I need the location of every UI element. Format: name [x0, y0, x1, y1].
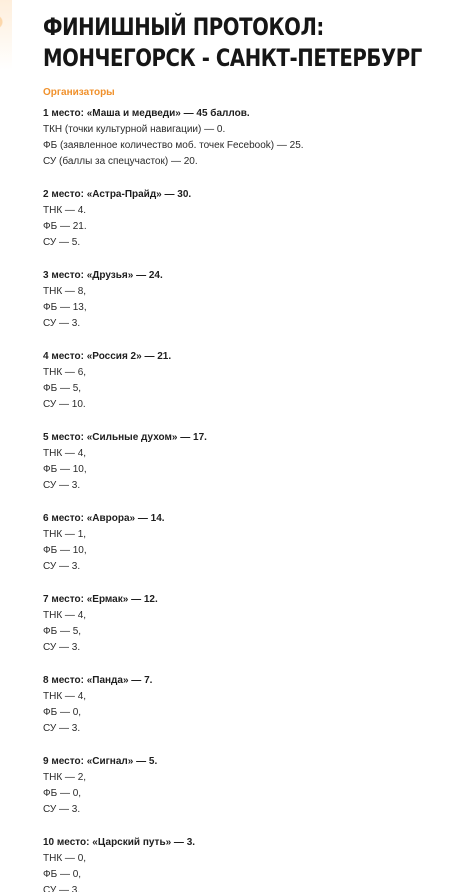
- result-item: [43, 268, 463, 332]
- result-line: ТНК — 6,: [43, 367, 87, 378]
- result-line: ФБ — 0,: [43, 788, 82, 799]
- result-line: ТНК — 2,: [43, 772, 87, 783]
- result-line: ТКН (точки культурной навигации) — 0.: [43, 124, 226, 135]
- result-line: ФБ — 5,: [43, 626, 82, 637]
- result-heading: 1 место: «Маша и медведи» — 45 баллов.: [43, 108, 250, 119]
- result-line: ТНК — 4.: [43, 205, 87, 216]
- result-item: [43, 187, 463, 251]
- result-line: ТНК — 1,: [43, 529, 87, 540]
- page-title: ФИНИШНЫЙ ПРОТОКОЛ: МОНЧЕГОРСК - САНКТ-ПЕТЕРБУРГ: [43, 13, 422, 72]
- result-item: [43, 430, 463, 494]
- result-line: СУ — 5.: [43, 237, 81, 248]
- result-line: СУ — 10.: [43, 399, 86, 410]
- result-line: ФБ (заявленное количество моб. точек Fecebook) — 25.: [43, 140, 304, 151]
- title-wrapper: [43, 12, 463, 76]
- result-line: ТНК — 0,: [43, 853, 87, 864]
- result-line: ФБ — 5,: [43, 383, 82, 394]
- result-heading: 8 место: «Панда» — 7.: [43, 675, 153, 686]
- result-line: СУ — 3.: [43, 885, 81, 892]
- result-line: ФБ — 13,: [43, 302, 87, 313]
- result-item: [43, 106, 463, 170]
- results-list: [43, 106, 463, 892]
- result-line: СУ — 3.: [43, 561, 81, 572]
- result-line: ФБ — 10,: [43, 464, 87, 475]
- result-line: СУ — 3.: [43, 804, 81, 815]
- result-line: ТНК — 8,: [43, 286, 87, 297]
- result-line: СУ — 3.: [43, 318, 81, 329]
- result-line: ТНК — 4,: [43, 448, 87, 459]
- result-line: СУ — 3.: [43, 480, 81, 491]
- result-heading: 9 место: «Сигнал» — 5.: [43, 756, 158, 767]
- result-heading: 3 место: «Друзья» — 24.: [43, 270, 163, 281]
- organizers-link[interactable]: Организаторы: [43, 87, 115, 98]
- article: [43, 12, 463, 892]
- result-heading: 7 место: «Ермак» — 12.: [43, 594, 158, 605]
- result-line: ТНК — 4,: [43, 691, 87, 702]
- result-line: ФБ — 0,: [43, 707, 82, 718]
- result-item: [43, 349, 463, 413]
- result-line: СУ (баллы за спецучасток) — 20.: [43, 156, 198, 167]
- result-line: СУ — 3.: [43, 723, 81, 734]
- result-item: [43, 673, 463, 737]
- result-item: [43, 592, 463, 656]
- result-line: ФБ — 0,: [43, 869, 82, 880]
- decorative-gradient: [0, 0, 12, 70]
- result-item: [43, 511, 463, 575]
- result-line: ФБ — 21.: [43, 221, 87, 232]
- result-heading: 2 место: «Астра-Прайд» — 30.: [43, 189, 192, 200]
- result-heading: 4 место: «Россия 2» — 21.: [43, 351, 172, 362]
- result-line: ТНК — 4,: [43, 610, 87, 621]
- result-line: СУ — 3.: [43, 642, 81, 653]
- result-item: [43, 835, 463, 892]
- result-item: [43, 754, 463, 818]
- result-heading: 10 место: «Царский путь» — 3.: [43, 837, 196, 848]
- result-heading: 5 место: «Сильные духом» — 17.: [43, 432, 207, 443]
- result-heading: 6 место: «Аврора» — 14.: [43, 513, 165, 524]
- result-line: ФБ — 10,: [43, 545, 87, 556]
